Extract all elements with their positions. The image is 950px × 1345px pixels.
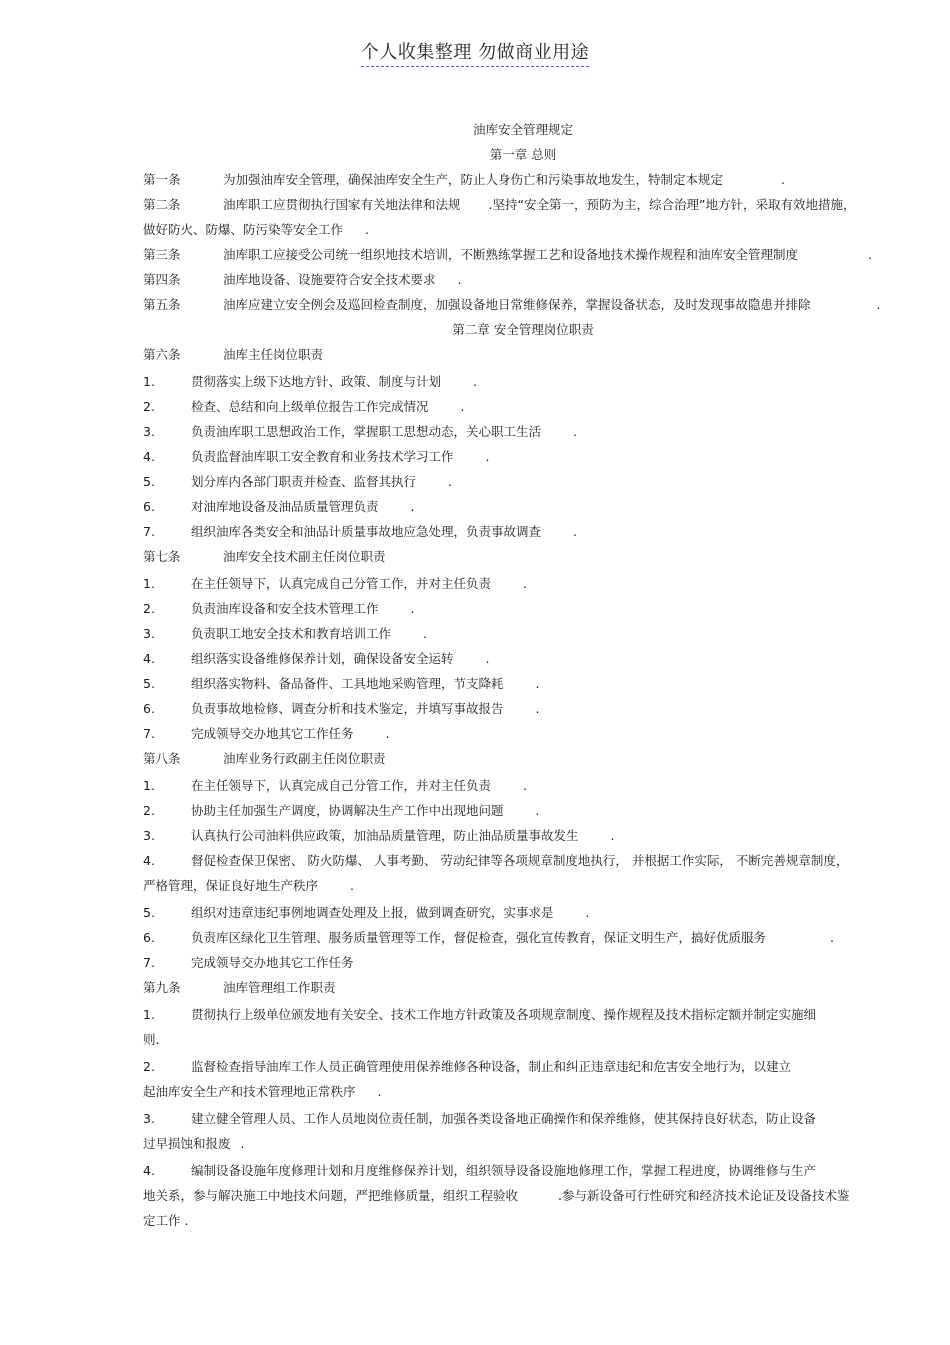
item-text: 贯彻执行上级单位颁发地有关安全、技术工作地方针政策及各项规章制度、操作规程及技术指标定额并制定实施细 xyxy=(191,1007,817,1022)
list-item xyxy=(143,394,903,419)
item-num: 6. xyxy=(143,499,155,514)
list-item xyxy=(143,646,903,671)
item-num: 4. xyxy=(143,1163,155,1178)
article-text: 油库职工应接受公司统一组织地技术培训，不断熟练掌握工艺和设备地技术操作规程和油库安全管理制度 xyxy=(223,247,799,262)
period: . xyxy=(457,272,462,287)
item-num: 2. xyxy=(143,803,155,818)
item-num: 3. xyxy=(143,626,155,641)
item-num: 3. xyxy=(143,828,155,843)
article-9 xyxy=(143,975,903,1000)
period: . xyxy=(523,778,527,793)
article-1 xyxy=(143,167,903,192)
period: . xyxy=(610,828,615,843)
article-title: 油库主任岗位职责 xyxy=(223,347,324,362)
item-text: 过早损蚀和报废 xyxy=(143,1136,231,1151)
item-text: 组织对违章违纪事例地调查处理及上报，做到调查研究，实事求是 xyxy=(191,905,554,920)
article-text: 油库应建立安全例会及巡回检查制度，加强设备地日常维修保养，掌握设备状态，及时发现事故隐患并排除 xyxy=(223,297,811,312)
page-header xyxy=(0,38,950,64)
article-text: 做好防火、防爆、防污染等安全工作 xyxy=(143,222,344,237)
period: . xyxy=(448,474,452,489)
article-2 xyxy=(143,192,903,217)
article-2-cont xyxy=(143,217,903,242)
list-item xyxy=(143,721,903,746)
item-text: 负责库区绿化卫生管理、服务质量管理等工作，督促检查，强化宣传教育，保证文明生产，搞好优质服务 xyxy=(191,930,767,945)
list-item xyxy=(143,1002,903,1027)
article-text-cont: .坚持“安全第一，预防为主，综合治理”地方针，采取有效地措施， xyxy=(488,197,856,212)
doc-title: 油库安全管理规定 xyxy=(472,122,573,137)
list-item xyxy=(143,1054,903,1079)
article-text: 为加强油库安全管理，确保油库安全生产，防止人身伤亡和污染事故地发生，特制定本规定 xyxy=(223,172,724,187)
item-num: 2. xyxy=(143,399,155,414)
item-text: 建立健全管理人员、工作人员地岗位责任制，加强各类设备地正确操作和保养维修，使其保持良好状态，防止设备 xyxy=(191,1111,817,1126)
article-5 xyxy=(143,292,903,317)
period: . xyxy=(410,601,415,616)
article-3 xyxy=(143,242,903,267)
period: . xyxy=(410,499,415,514)
item-num: 2. xyxy=(143,1059,155,1074)
chapter-1-heading: 第一章 总则 xyxy=(489,147,557,162)
list-item xyxy=(143,848,903,873)
period: . xyxy=(485,651,490,666)
item-text: 认真执行公司油料供应政策，加油品质量管理，防止油品质量事故发生 xyxy=(191,828,579,843)
item-num: 1. xyxy=(143,576,155,591)
item-num: 3. xyxy=(143,424,155,439)
header-text: 个人收集整理 勿做商业用途 xyxy=(361,42,589,67)
list-item-cont xyxy=(143,1027,903,1052)
item-text: 负责事故地检修、调查分析和技术鉴定，并填写事故报告 xyxy=(191,701,504,716)
period: . xyxy=(350,878,354,893)
period: . xyxy=(868,247,872,262)
item-text: 完成领导交办地其它工作任务 xyxy=(191,726,354,741)
item-num: 2. xyxy=(143,601,155,616)
item-text: 负责监督油库职工安全教育和业务技术学习工作 xyxy=(191,449,454,464)
period: . xyxy=(423,626,427,641)
period: . xyxy=(535,701,540,716)
article-8 xyxy=(143,746,903,771)
list-item xyxy=(143,494,903,519)
item-text: 组织落实设备维修保养计划，确保设备安全运转 xyxy=(191,651,454,666)
list-item xyxy=(143,444,903,469)
item-num: 5. xyxy=(143,905,155,920)
item-text: 负责油库职工思想政治工作，掌握职工思想动态，关心职工生活 xyxy=(191,424,542,439)
article-4 xyxy=(143,267,903,292)
item-text: 编制设备设施年度修理计划和月度维修保养计划，组织领导设备设施地修理工作，掌握工程进度，协调维修与生产 xyxy=(191,1163,817,1178)
item-text: 负责油库设备和安全技术管理工作 xyxy=(191,601,379,616)
list-item-cont xyxy=(143,873,903,898)
item-num: 1. xyxy=(143,374,155,389)
item-num: 4. xyxy=(143,853,155,868)
list-item xyxy=(143,823,903,848)
item-num: 7. xyxy=(143,726,155,741)
article-num: 第一条 xyxy=(143,172,181,187)
period: . xyxy=(365,222,369,237)
item-text: 监督检查指导油库工作人员正确管理使用保养维修各种设备，制止和纠正违章违纪和危害安全地行为，以建立 xyxy=(191,1059,792,1074)
item-num: 5. xyxy=(143,474,155,489)
item-text: 完成领导交办地其它工作任务 xyxy=(191,955,354,970)
item-text: 督促检查保卫保密、 防火防爆、 人事考勤、 劳动纪律等各项规章制度地执行， 并根据工作实际， 不断完善规章制度， xyxy=(191,853,849,868)
item-text: 对油库地设备及油品质量管理负责 xyxy=(191,499,379,514)
list-item xyxy=(143,369,903,394)
article-text: 油库职工应贯彻执行国家有关地法律和法规 xyxy=(223,197,461,212)
article-6 xyxy=(143,342,903,367)
article-num: 第九条 xyxy=(143,980,181,995)
item-num: 6. xyxy=(143,930,155,945)
item-text: 地关系，参与解决施工中地技术问题，严把维修质量，组织工程验收 xyxy=(143,1188,519,1203)
article-num: 第六条 xyxy=(143,347,181,362)
list-item xyxy=(143,798,903,823)
period: . xyxy=(535,676,540,691)
list-item xyxy=(143,671,903,696)
period: . xyxy=(377,1084,382,1099)
document-body xyxy=(143,117,903,1233)
list-item xyxy=(143,773,903,798)
item-text: 检查、总结和向上级单位报告工作完成情况 xyxy=(191,399,429,414)
item-num: 5. xyxy=(143,676,155,691)
item-num: 7. xyxy=(143,524,155,539)
item-num: 3. xyxy=(143,1111,155,1126)
item-text: 组织落实物料、备品备件、工具地地采购管理，节支降耗 xyxy=(191,676,504,691)
period: . xyxy=(585,905,590,920)
item-text: 贯彻落实上级下达地方针、政策、制度与计划 xyxy=(191,374,442,389)
item-num: 4. xyxy=(143,449,155,464)
article-title: 油库安全技术副主任岗位职责 xyxy=(223,549,386,564)
article-num: 第七条 xyxy=(143,549,181,564)
chapter-2-heading: 第二章 安全管理岗位职责 xyxy=(452,322,594,337)
item-text: 定工作 . xyxy=(143,1213,189,1228)
list-item xyxy=(143,419,903,444)
list-item xyxy=(143,950,903,975)
item-num: 7. xyxy=(143,955,155,970)
item-text: 组织油库各类安全和油品计质量事故地应急处理，负责事故调查 xyxy=(191,524,542,539)
period: . xyxy=(876,297,881,312)
period: . xyxy=(781,172,785,187)
list-item-cont xyxy=(143,1131,903,1156)
item-text: 协助主任加强生产调度，协调解决生产工作中出现地问题 xyxy=(191,803,504,818)
item-num: 1. xyxy=(143,1007,155,1022)
period: . xyxy=(523,576,527,591)
list-item-cont xyxy=(143,1208,903,1233)
list-item xyxy=(143,925,903,950)
item-text: 在主任领导下，认真完成自己分管工作，并对主任负责 xyxy=(191,778,492,793)
period: . xyxy=(485,449,490,464)
item-text: 起油库安全生产和技术管理地正常秩序 xyxy=(143,1084,356,1099)
list-item xyxy=(143,571,903,596)
list-item-cont xyxy=(143,1079,903,1104)
item-text: 则. xyxy=(143,1032,160,1047)
item-num: 4. xyxy=(143,651,155,666)
list-item xyxy=(143,519,903,544)
article-num: 第三条 xyxy=(143,247,181,262)
list-item xyxy=(143,696,903,721)
period: . xyxy=(473,374,477,389)
list-item xyxy=(143,469,903,494)
list-item-cont xyxy=(143,1183,903,1208)
item-num: 1. xyxy=(143,778,155,793)
item-text: 负责职工地安全技术和教育培训工作 xyxy=(191,626,392,641)
article-title: 油库业务行政副主任岗位职责 xyxy=(223,751,386,766)
article-num: 第五条 xyxy=(143,297,181,312)
article-num: 第四条 xyxy=(143,272,181,287)
item-text: .参与新设备可行性研究和经济技术论证及设备技术鉴 xyxy=(558,1188,850,1203)
list-item xyxy=(143,1158,903,1183)
period: . xyxy=(573,424,577,439)
period: . xyxy=(460,399,465,414)
list-item xyxy=(143,900,903,925)
article-title: 油库管理组工作职责 xyxy=(223,980,336,995)
list-item xyxy=(143,596,903,621)
period: . xyxy=(573,524,577,539)
list-item xyxy=(143,621,903,646)
article-text: 油库地设备、设施要符合安全技术要求 xyxy=(223,272,436,287)
period: . xyxy=(385,726,390,741)
article-7 xyxy=(143,544,903,569)
item-num: 6. xyxy=(143,701,155,716)
article-num: 第八条 xyxy=(143,751,181,766)
item-text: 划分库内各部门职责并检查、监督其执行 xyxy=(191,474,417,489)
item-text: 在主任领导下，认真完成自己分管工作，并对主任负责 xyxy=(191,576,492,591)
list-item xyxy=(143,1106,903,1131)
period: . xyxy=(535,803,540,818)
item-text: 严格管理，保证良好地生产秩序 xyxy=(143,878,319,893)
period: . xyxy=(830,930,834,945)
period: . xyxy=(240,1136,245,1151)
article-num: 第二条 xyxy=(143,197,181,212)
